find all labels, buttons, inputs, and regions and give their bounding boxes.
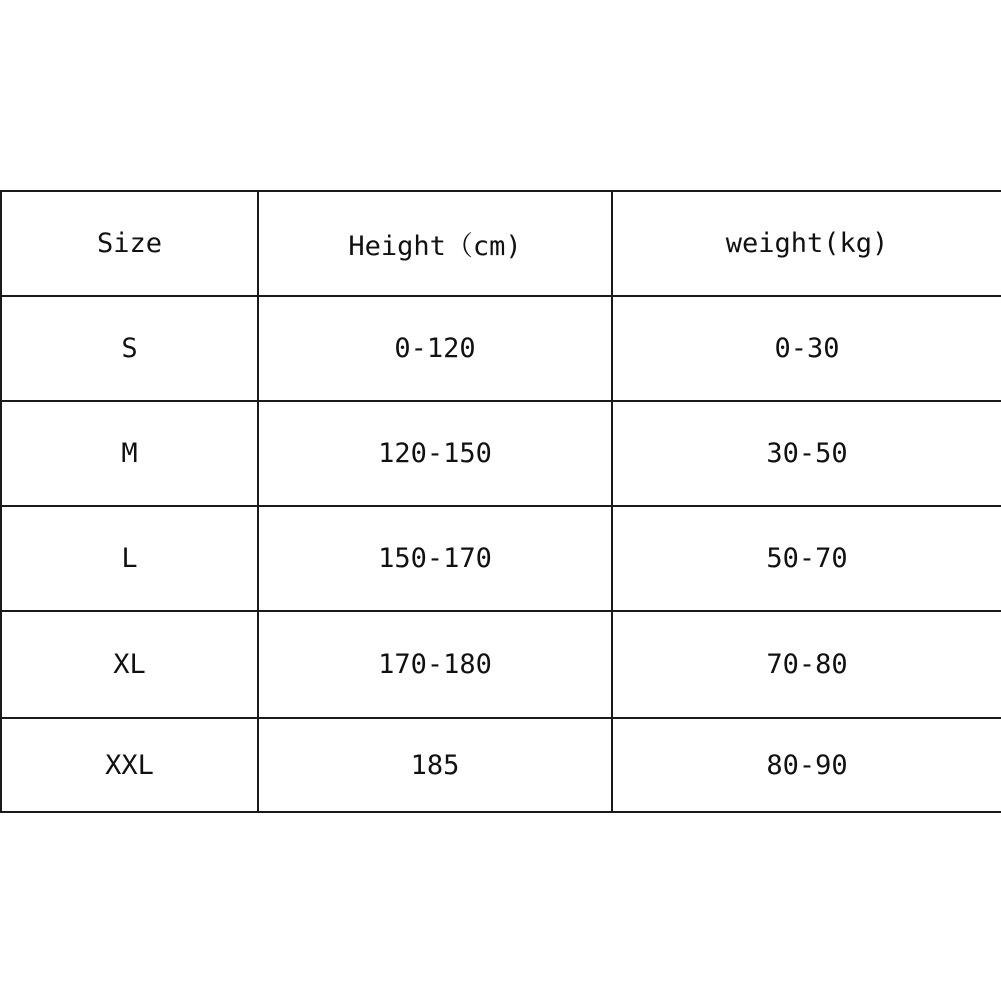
table-row: [1, 506, 1001, 611]
cell-size: M: [1, 401, 258, 506]
cell-weight: 30-50: [612, 401, 1001, 506]
cell-height: 120-150: [258, 401, 612, 506]
cell-size: S: [1, 296, 258, 401]
table-row: [1, 718, 1001, 812]
cell-height: 170-180: [258, 611, 612, 718]
cell-size: XXL: [1, 718, 258, 812]
table-row: [1, 401, 1001, 506]
table-header-row: [1, 191, 1001, 296]
table-row: [1, 296, 1001, 401]
size-chart-table: [0, 190, 1001, 813]
cell-height: 0-120: [258, 296, 612, 401]
header-size: Size: [1, 191, 258, 296]
cell-weight: 0-30: [612, 296, 1001, 401]
cell-weight: 70-80: [612, 611, 1001, 718]
header-height: Height（cm): [258, 191, 612, 296]
cell-size: XL: [1, 611, 258, 718]
table-row: [1, 611, 1001, 718]
cell-weight: 80-90: [612, 718, 1001, 812]
cell-size: L: [1, 506, 258, 611]
cell-height: 150-170: [258, 506, 612, 611]
cell-weight: 50-70: [612, 506, 1001, 611]
cell-height: 185: [258, 718, 612, 812]
header-weight: weight(kg): [612, 191, 1001, 296]
